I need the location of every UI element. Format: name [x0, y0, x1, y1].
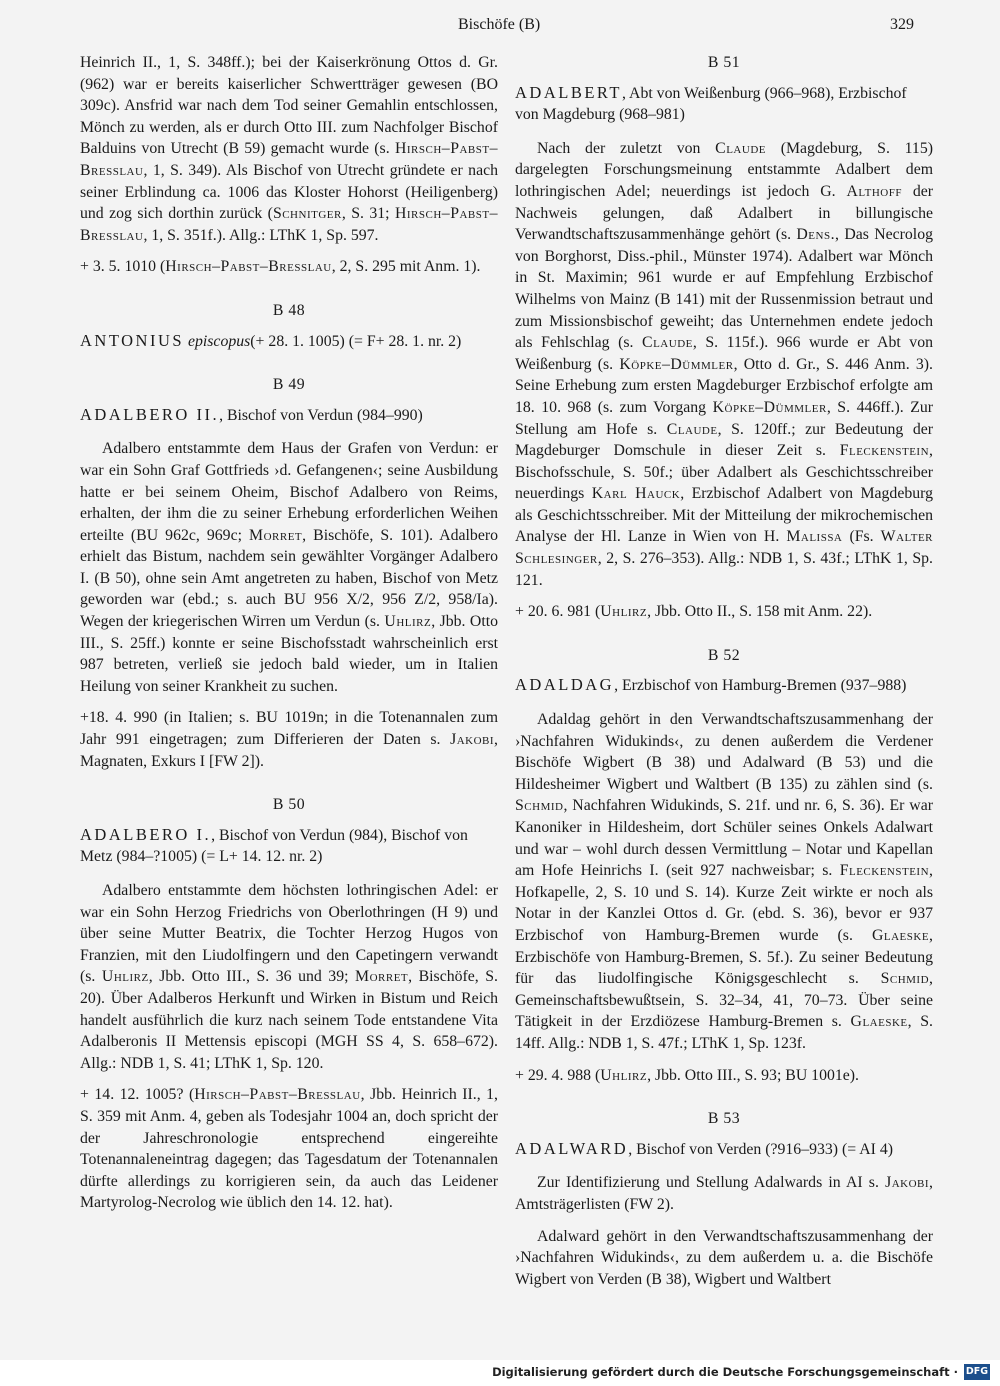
author-name: Uhlirz [600, 603, 648, 621]
author-name: Schmid [515, 797, 564, 815]
entry-name: ADALBERT [515, 82, 623, 102]
right-column [515, 52, 933, 1300]
running-head [0, 16, 1000, 40]
author-name: Köpke–Dümmler [619, 355, 734, 373]
death-date-note: + 14. 12. 1005? (Hirsch–Pabst–Bresslau, Jbb. Heinrich II., 1, S. 359 mit Anm. 4, geben als Todesjahr 1004 an, doch spricht der der Jahreschronologie entsprechend eingereihte Totenannaleneintrag dagegen; das Tagesdatum der Totenannalen dürfte allerdings zu korrigieren sein, da auch das Leidener Martyrolog-Necrolog wie üblich den 14. 12. hat). [80, 1086, 498, 1212]
entry-name: ADALBERO II. [80, 404, 220, 424]
author-name: Althoff [846, 182, 902, 200]
dfg-logo: DFG [964, 1364, 990, 1380]
author-name: Uhlirz [101, 968, 149, 986]
author-name: Jakobi [450, 731, 495, 749]
author-name: Morret [249, 526, 303, 544]
entry-heading-rest: , Erzbischof von Hamburg-Bremen (937–988) [614, 677, 907, 695]
author-name: Uhlirz [600, 1066, 648, 1084]
author-name: Glaeske [850, 1013, 908, 1031]
author-name: Morret [355, 968, 409, 986]
author-name: Jakobi [885, 1174, 930, 1192]
entry-body: Adalbero entstammte dem Haus der Grafen von Verdun: er war ein Sohn Graf Gottfrieds ›d. Gefangenen‹; seine Ausbildung hatte er bei seinem Oheim, Bischof Adalbero von Reims, erhalten, der ihm die zu seiner Erhebung erforderlichen Weihen erteilte (BU 962c, 969c; Morret, Bischöfe, S. 101). Adalbero erhielt das Bistum, nachdem sein gewählter Vorgänger Adalbero I. (B 50), ohne sein Amt angetreten zu haben, Bischof von Metz geworden war (ebd.; s. auch BU 956 X/2, 956 Z/2, 958/Ia). Wegen der kriegerischen Wirren um Verdun (s. Uhlirz, Jbb. Otto III., S. 25ff.) konnte er seine Bischofsstadt wahrscheinlich erst 987 betreten, verließ sie jedoch bald wieder, um in Italien Heilung von seiner Krankheit zu suchen. [80, 440, 499, 695]
entry-title-italic: episcopus [187, 332, 251, 350]
entry-name: ADALDAG [515, 675, 615, 695]
death-date-note: +18. 4. 990 (in Italien; s. BU 1019n; in die Totenannalen zum Jahr 991 eingetragen; zum Differieren der Daten s. Jakobi, Magnaten, Exkurs I [FW 2]). [80, 709, 498, 770]
author-name: Hirsch–Pabst–Bresslau [194, 1086, 361, 1104]
author-name: Schmid [880, 970, 930, 988]
author-name: Hirsch–Pabst–Bresslau [80, 205, 498, 244]
author-name: Schnitger [272, 205, 342, 223]
entry-number-b53: B 53 [707, 1110, 741, 1128]
entry-heading-b48 [80, 330, 498, 353]
entry-heading-b51 [515, 82, 933, 126]
entry-number-b49: B 49 [272, 376, 306, 394]
entry-heading-rest: , Abt von Weißenburg (966–968), Erzbischof von Magdeburg (968–981) [515, 84, 907, 124]
author-name: Fleckenstein [839, 862, 930, 880]
left-column [80, 52, 498, 1224]
death-date-note: + 20. 6. 981 (Uhlirz, Jbb. Otto II., S. 158 mit Anm. 22). [515, 603, 873, 621]
running-title: Bischöfe (B) [458, 16, 541, 33]
entry-heading-b50 [80, 824, 498, 868]
entry-heading-b53 [515, 1138, 933, 1161]
author-name: Uhlirz [384, 613, 432, 631]
author-name: Glaeske [871, 926, 930, 944]
author-name: Malissa [786, 528, 843, 546]
entry-name: ADALBERO I. [80, 824, 212, 844]
entry-heading-b49 [80, 404, 498, 427]
entry-heading-rest: , Bischof von Verdun (984–990) [219, 406, 423, 424]
author-name: Karl Hauck [591, 485, 681, 503]
entry-name: ADALWARD [515, 1138, 629, 1158]
author-name: Dens. [796, 226, 836, 244]
entry-body: Adalward gehört in den Verwandtschaftszusammenhang der ›Nachfahren Widukinds‹, zu dem außerdem u. a. die Bischöfe Wigbert von Verden (B 38), Wigbert und Waltbert [515, 1227, 933, 1288]
author-name: Hirsch–Pabst–Bresslau [165, 258, 332, 276]
author-name: Walter Schlesinger [515, 528, 933, 568]
entry-number-b52: B 52 [707, 646, 741, 664]
author-name: Köpke–Dümmler [712, 398, 827, 416]
entry-name: ANTONIUS [80, 330, 185, 350]
entry-heading-rest: (+ 28. 1. 1005) (= F+ 28. 1. nr. 2) [250, 332, 462, 350]
author-name: Claude [715, 139, 766, 157]
entry-body: Adalbero entstammte dem höchsten lothringischen Adel: er war ein Sohn Herzog Friedrichs von Oberlothringen (H 9) und über seine Mutter Beatrix, die Tochter Herzog Hugos von Franzien, mit den Liudolfingern und den Capetingern verwandt (s. Uhlirz, Jbb. Otto III., S. 36 und 39; Morret, Bischöfe, S. 20). Über Adalberos Herkunft und Wirken in Bistum und Reich handelt ausführlich die kurz nach seinem Tode entstandene Vita Adalberonis II Mettensis episcopi (MGH SS 4, S. 658–672). Allg.: NDB 1, S. 41; LThK 1, Sp. 120. [80, 882, 499, 1072]
entry-number-b50: B 50 [272, 796, 306, 814]
entry-body: Adaldag gehört in den Verwandtschaftszusammenhang der ›Nachfahren Widukinds‹, zu denen außerdem die Verdener Bischöfe Wigbert (B 38) und Adalward (B 53) und die Hildesheimer Wigbert und Waltbert (B 135) zu zählen sind (s. Schmid, Nachfahren Widukinds, S. 21f. und nr. 6, S. 36). Er war Kanoniker in Hildesheim, dort Schüler seines Onkels Adalwart und war – wohl durch dessen Vermittlung – Notar und Kapellan am Hofe Heinrichs I. (seit 927 nachweisbar; s. Fleckenstein, Hofkapelle, 2, S. 10 und S. 14). Kurze Zeit wirkte er noch als Notar in der Kanzlei Ottos d. Gr. (ebd. S. 36), bevor er 937 Erzbischof von Hamburg-Bremen wurde (s. Glaeske, Erzbischöfe von Hamburg-Bremen, S. 5f.). Zu seiner Bedeutung für das liudolfingische Königsgeschlecht s. Schmid, Gemeinschaftsbewußtsein, S. 32–34, 41, 70–73. Über seine Tätigkeit in der Erzdiözese Hamburg-Bremen s. Glaeske, S. 14ff. Allg.: NDB 1, S. 47f.; LThK 1, Sp. 123f. [515, 711, 933, 1052]
continued-paragraph: Heinrich II., 1, S. 348ff.); bei der Kaiserkrönung Ottos d. Gr. (962) war er bereits kaiserlicher Schwertträger gewesen (BO 309c). Ansfrid war nach dem Tod seiner Gemahlin entschlossen, Mönch zu werden, als er durch Otto III. zum Nachfolger Bischof Balduins von Utrecht (B 59) gemacht wurde (s. Hirsch–Pabst–Bresslau, 1, S. 349). Als Bischof von Utrecht gründete er nach seiner Erblindung ca. 1006 das Kloster Hohorst (Heiligenberg) und zog sich dorthin zurück (Schnitger, S. 31; Hirsch–Pabst–Bresslau, 1, S. 351f.). Allg.: LThK 1, Sp. 597. [80, 54, 498, 244]
author-name: Hirsch–Pabst–Bresslau [80, 140, 498, 179]
entry-heading-rest: , Bischof von Verden (?916–933) (= AI 4) [628, 1140, 894, 1158]
entry-number-b48: B 48 [272, 301, 306, 319]
entry-body: Nach der zuletzt von Claude (Magdeburg, S. 115) dargelegten Forschungsmeinung entstammte Adalbert dem lothringischen Adel; neuerdings ist jedoch G. Althoff der Nachweis gelungen, daß Adalbert in billungische Verwandtschaftszusammenhänge gehört (s. Dens., Das Necrolog von Borghorst, Diss.-phil., Münster 1974). Adalbert war Mönch in St. Maximin; 961 wurde er auf Empfehlung Erzbischof Wilhelms von Mainz (B 141) mit der Russenmission betraut und zum Missionsbischof geweiht; das Unternehmen endete jedoch als Fehlschlag (s. Claude, S. 115f.). 966 wurde er Abt von Weißenburg (s. Köpke–Dümmler, Otto d. Gr., S. 446 Anm. 3). Seine Erhebung zum ersten Magdeburger Erzbischof erfolgte am 18. 10. 968 (s. zum Vorgang Köpke–Dümmler, S. 446ff.). Zur Stellung am Hofe s. Claude, S. 120ff.; zur Bedeutung der Magdeburger Domschule in dieser Zeit s. Fleckenstein, Bischofsschule, S. 50f.; über Adalbert als Geschichtsschreiber neuerdings Karl Hauck, Erzbischof Adalbert von Magdeburg als Geschichtsschreiber. Mit der Mitteilung der mikrochemischen Analyse der Hl. Lanze in Wien von H. Malissa (Fs. Walter Schlesinger, 2, S. 276–353). Allg.: NDB 1, S. 43f.; LThK 1, Sp. 121. [515, 139, 934, 589]
death-date-note: + 29. 4. 988 (Uhlirz, Jbb. Otto III., S. 93; BU 1001e). [515, 1066, 859, 1084]
page-number: 329 [890, 16, 914, 33]
author-name: Claude [666, 420, 718, 438]
author-name: Fleckenstein [839, 442, 930, 460]
entry-heading-rest: , Bischof von Verdun (984), Bischof von Metz (984–?1005) (= L+ 14. 12. nr. 2) [80, 826, 468, 866]
digitization-footer [0, 1360, 1000, 1386]
footer-credit: Digitalisierung gefördert durch die Deutsche Forschungsgemeinschaft · [492, 1365, 958, 1379]
entry-number-b51: B 51 [707, 54, 741, 71]
entry-heading-b52 [515, 674, 933, 697]
death-date-note: + 3. 5. 1010 (Hirsch–Pabst–Bresslau, 2, S. 295 mit Anm. 1). [80, 258, 481, 276]
author-name: Claude [642, 334, 693, 352]
entry-body: Zur Identifizierung und Stellung Adalwards in AI s. Jakobi, Amtsträgerlisten (FW 2). [515, 1174, 933, 1213]
